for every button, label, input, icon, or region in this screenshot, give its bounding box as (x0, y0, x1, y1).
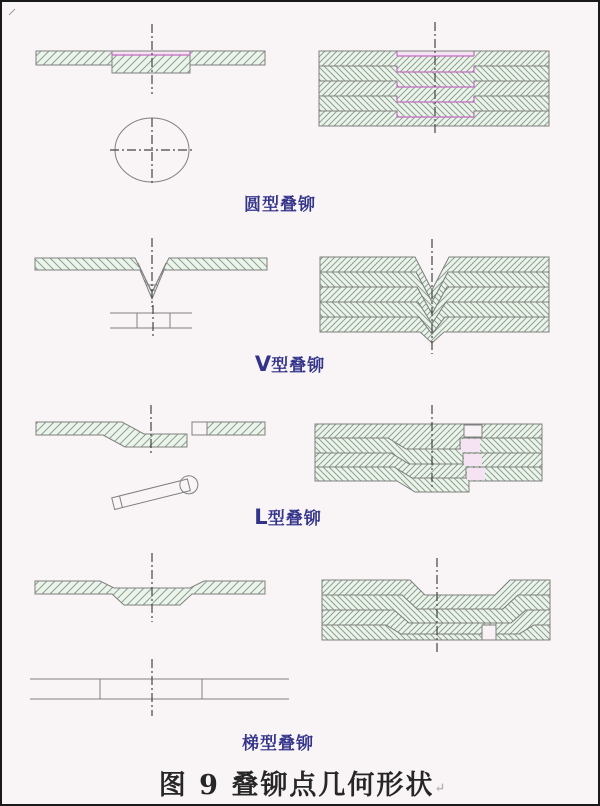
trapezoid-section-view (35, 553, 265, 622)
trapezoid-stack-section (322, 558, 550, 654)
v-top-view (110, 305, 192, 336)
v-section-view (35, 238, 267, 307)
label-trapezoid (242, 729, 314, 754)
label-l-type (254, 504, 321, 529)
figure-caption-text: 图 9 叠铆点几何形状 (158, 770, 435, 801)
rivet-geometry-diagram (2, 2, 600, 806)
round-stack-section (319, 22, 549, 135)
label-l-text: 型叠铆 (267, 509, 322, 529)
v-stack-section (320, 239, 549, 354)
label-v-prefix: V (254, 352, 272, 376)
figure-caption (159, 763, 446, 802)
corner-tick (9, 9, 15, 15)
label-v-type (255, 351, 325, 376)
label-l-prefix: L (254, 505, 268, 529)
l-top-view (111, 474, 200, 513)
l-stack-section (315, 405, 542, 492)
return-mark: ↵ (434, 781, 446, 796)
round-section-view (36, 24, 265, 94)
label-round (244, 190, 316, 215)
label-round-text: 圆型叠铆 (244, 195, 316, 215)
trapezoid-top-view (30, 659, 289, 716)
round-top-view (110, 118, 194, 183)
label-v-text: 型叠铆 (271, 356, 326, 376)
l-section-view (36, 405, 265, 454)
label-trapezoid-text: 梯型叠铆 (242, 734, 314, 754)
